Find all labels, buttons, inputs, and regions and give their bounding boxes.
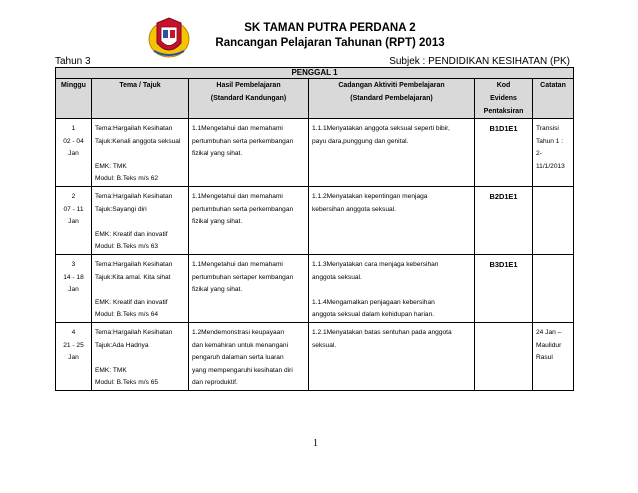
term-header: PENGGAL 1 [56, 68, 574, 79]
cell-line: fizikal yang sihat. [192, 218, 243, 225]
table-row [56, 119, 574, 187]
col-header-kod-line3: Pentaksiran [483, 108, 524, 115]
notes-cell-content [533, 323, 573, 365]
cell-line: EMK: Kreatif dan inovatif [95, 298, 168, 306]
rpt-table [55, 67, 574, 391]
theme-cell-content [92, 255, 188, 322]
cell-line: seksual. [312, 341, 337, 349]
code-cell-content: B3D1E1 [489, 260, 518, 269]
cell-line: Modul: B.Teks m/s 62 [95, 175, 159, 182]
activity-cell-content [309, 187, 474, 216]
theme-cell-content [92, 187, 188, 254]
week-cell-content [56, 255, 91, 297]
outcome-cell-content [189, 255, 308, 297]
col-header-kod-line2: Evidens [490, 95, 517, 102]
school-title: SK TAMAN PUTRA PERDANA 2 [244, 22, 416, 34]
week-cell-content [56, 323, 91, 365]
col-header-kod-line1: Kod [496, 82, 511, 89]
code-cell-content: B2D1E1 [489, 192, 518, 201]
notes-cell-content [533, 187, 573, 191]
outcome-cell [189, 255, 309, 323]
cell-line: Rasul [536, 354, 553, 361]
cell-line: Tema:Hargailah Kesihatan [95, 125, 173, 132]
cell-line: 2 [71, 193, 76, 200]
cell-line [95, 216, 185, 229]
cell-line: kebersihan anggota seksual. [312, 205, 396, 213]
cell-line: Modul: B.Teks m/s 65 [95, 379, 159, 386]
cell-line: Tajuk:Ada Hadnya [95, 341, 149, 349]
notes-cell [533, 187, 574, 255]
cell-line: 1.1Mengetahui dan memahami [192, 261, 283, 268]
cell-line: 1.1Mengetahui dan memahami [192, 193, 283, 200]
cell-line: Tajuk:Kenali anggota seksual [95, 137, 181, 145]
col-header-catatan: Catatan [533, 79, 574, 119]
code-cell [475, 323, 533, 391]
week-cell-content [56, 187, 91, 229]
cell-line: 1.2.1Menyatakan batas sentuhan pada anggota [312, 329, 452, 336]
notes-cell-content [533, 119, 573, 173]
col-header-cadangan-line1: Cadangan Aktiviti Pembelajaran [338, 82, 445, 89]
cell-line: Jan [68, 218, 79, 225]
theme-cell [92, 119, 189, 187]
week-cell [56, 323, 92, 391]
cell-line: Jan [68, 150, 79, 157]
cell-line [95, 284, 185, 297]
cell-line: pertumbuhan sertaper kembangan [192, 273, 294, 281]
cell-line: dan reproduktif. [192, 379, 238, 386]
cell-line: 11/1/2013 [536, 162, 565, 170]
code-cell-content: B1D1E1 [489, 124, 518, 133]
col-header-hasil-line2: (Standard Kandungan) [210, 95, 287, 102]
cell-line: Jan [68, 354, 79, 361]
week-cell [56, 119, 92, 187]
cell-line: 07 - 11 [63, 205, 84, 213]
cell-line: Modul: B.Teks m/s 63 [95, 243, 159, 250]
cell-line: fizikal yang sihat. [192, 286, 243, 293]
cell-line: pengaruh dalaman serta luaran [192, 354, 284, 361]
theme-cell [92, 187, 189, 255]
cell-line [95, 148, 185, 161]
code-cell-content [475, 323, 532, 327]
activity-cell-content [309, 119, 474, 148]
col-header-hasil [189, 79, 309, 119]
col-header-tema: Tema / Tajuk [92, 79, 189, 119]
cell-line: 1.2Mendemonstrasi keupayaan [192, 329, 285, 336]
cell-line [312, 284, 471, 297]
cell-line: Modul: B.Teks m/s 64 [95, 311, 159, 318]
cell-line: pertumbuhan serta perkembangan [192, 137, 294, 145]
outcome-cell [189, 119, 309, 187]
year-label: Tahun 3 [55, 56, 91, 67]
table-row [56, 255, 574, 323]
cell-line: Tahun 1 : [536, 137, 564, 145]
activity-cell [309, 323, 475, 391]
outcome-cell-content [189, 119, 308, 161]
cell-line: 2- [536, 150, 542, 157]
cell-line: anggota seksual. [312, 273, 362, 281]
cell-line: 1.1Mengetahui dan memahami [192, 125, 283, 132]
cell-line: 1.1.1Menyatakan anggota seksual seperti bibir, [312, 125, 450, 132]
cell-line: Tajuk:Sayangi diri [95, 205, 147, 213]
col-header-minggu: Minggu [56, 79, 92, 119]
cell-line: payu dara,punggung dan genital. [312, 137, 409, 145]
cell-line: EMK: Kreatif dan inovatif [95, 230, 168, 238]
subject-label: Subjek : PENDIDIKAN KESIHATAN (PK) [389, 56, 570, 67]
cell-line: 3 [71, 261, 76, 268]
code-cell [475, 119, 533, 187]
cell-line: Tema:Hargailah Kesihatan [95, 193, 173, 200]
cell-line: 14 - 18 [63, 273, 84, 281]
cell-line: 1 [71, 125, 76, 132]
plan-title: Rancangan Pelajaran Tahunan (RPT) 2013 [215, 37, 445, 49]
outcome-cell [189, 187, 309, 255]
code-cell [475, 255, 533, 323]
cell-line: Maulidur [536, 341, 562, 349]
week-cell [56, 255, 92, 323]
activity-cell [309, 255, 475, 323]
cell-line [95, 352, 185, 365]
activity-cell [309, 187, 475, 255]
cell-line: Tema:Hargailah Kesihatan [95, 261, 173, 268]
theme-cell-content [92, 323, 188, 390]
cell-line: 1.1.3Menyatakan cara menjaga kebersihan [312, 261, 439, 268]
cell-line: 24 Jan – [536, 329, 562, 336]
cell-line: 4 [71, 329, 76, 336]
cell-line: EMK: TMK [95, 162, 127, 170]
notes-cell [533, 119, 574, 187]
col-header-cadangan [309, 79, 475, 119]
cell-line: 21 - 25 [63, 341, 84, 349]
theme-cell [92, 255, 189, 323]
table-row [56, 187, 574, 255]
activity-cell-content [309, 255, 474, 322]
cell-line: 02 - 04 [63, 137, 84, 145]
activity-cell-content [309, 323, 474, 352]
notes-cell [533, 255, 574, 323]
col-header-cadangan-line2: (Standard Pembelajaran) [350, 95, 433, 102]
week-cell-content [56, 119, 91, 161]
code-cell [475, 187, 533, 255]
week-cell [56, 187, 92, 255]
cell-line: Tema:Hargailah Kesihatan [95, 329, 173, 336]
cell-line: anggota seksual dalam kehidupan harian. [312, 311, 435, 318]
cell-line: 1.1.2Menyatakan kepentingan menjaga [312, 193, 428, 200]
cell-line: Jan [68, 286, 79, 293]
cell-line: yang mempengaruhi kesihatan diri [192, 366, 293, 374]
theme-cell [92, 323, 189, 391]
notes-cell [533, 323, 574, 391]
activity-cell [309, 119, 475, 187]
page-number: 1 [313, 438, 318, 449]
table-row [56, 323, 574, 391]
outcome-cell-content [189, 187, 308, 229]
cell-line: Transisi [536, 125, 559, 132]
cell-line: 1.1.4Mengamalkan penjagaan kebersihan [312, 298, 435, 306]
cell-line: fizikal yang sihat. [192, 150, 243, 157]
cell-line: pertumbuhan serta perkembangan [192, 205, 294, 213]
col-header-kod [475, 79, 533, 119]
col-header-hasil-line1: Hasil Pembelajaran [216, 82, 281, 89]
cell-line: Tajuk:Kita amal. Kita sihat [95, 273, 171, 281]
notes-cell-content [533, 255, 573, 259]
outcome-cell [189, 323, 309, 391]
theme-cell-content [92, 119, 188, 186]
outcome-cell-content [189, 323, 308, 390]
cell-line: dan kemahiran untuk menangani [192, 341, 289, 349]
cell-line: EMK: TMK [95, 366, 127, 374]
